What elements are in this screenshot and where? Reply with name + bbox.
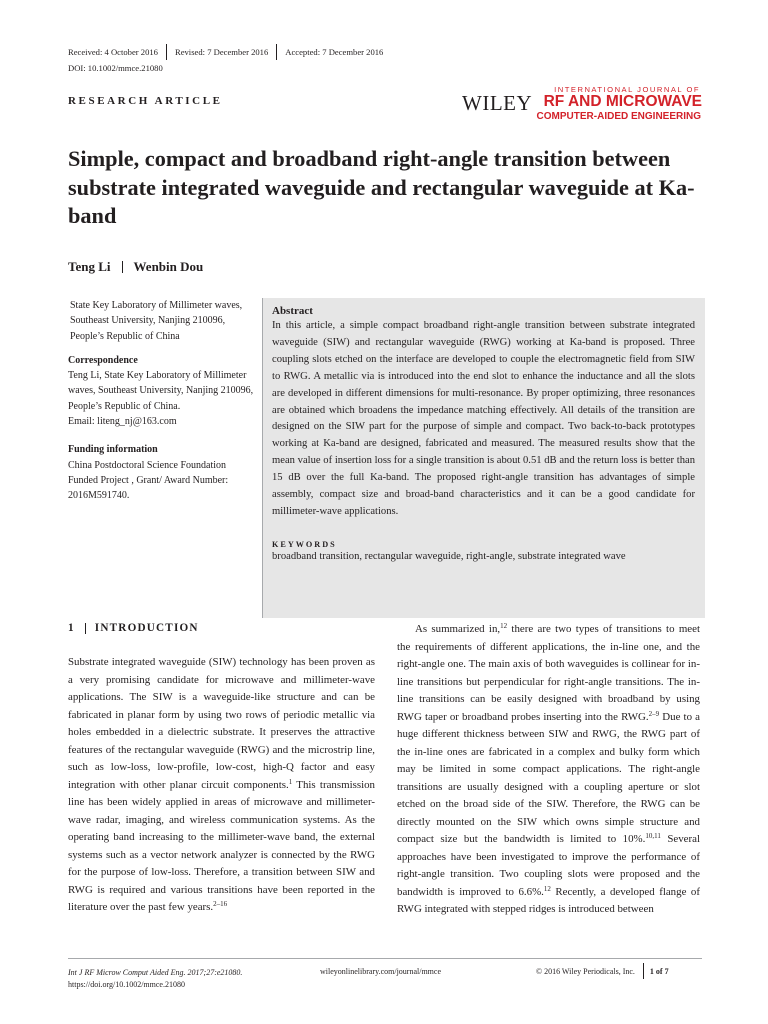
journal-name: RF AND MICROWAVE [543, 93, 702, 110]
text-run: This transmission line has been widely applied in areas of microwave and millimeter-wave radar, imaging, and wireless communication systems. As the operating band increasing to the millimeter-wave band, the external systems such as a vector network analyzer is connected by the RWG for the purpose of low-loss. Therefore, a transition between SIW and RWG is required and various transitions have been reported in the literature over the past few years. [68, 778, 375, 913]
article-type: RESEARCH ARTICLE [68, 95, 223, 107]
footer-citation [68, 967, 242, 991]
divider [276, 44, 277, 60]
intro-paragraph-2 [397, 621, 700, 919]
doi: DOI: 10.1002/mmce.21080 [68, 63, 163, 73]
divider [85, 623, 86, 634]
paper-title: Simple, compact and broadband right-angle transition between substrate integrated waveguide and rectangular waveguide at Ka-band [68, 146, 695, 229]
correspondence-heading: Correspondence [68, 354, 138, 366]
correspondence-body: Teng Li, State Key Laboratory of Millimeter waves, Southeast University, Nanjing 210096, People’s Republic of China. [68, 370, 254, 412]
section-number: 1 [68, 622, 75, 634]
keywords: broadband transition, rectangular waveguide, right-angle, substrate integrated wave [272, 550, 626, 562]
section-title: INTRODUCTION [94, 622, 199, 634]
journal-small-text: INTERNATIONAL JOURNAL OF [554, 85, 700, 94]
footer-right [536, 963, 669, 979]
correspondence-email: Email: liteng_nj@163.com [68, 416, 177, 428]
abstract-body: In this article, a simple compact broadband right-angle transition between substrate integrated waveguide (SIW) and rectangular waveguide (RWG) working at Ka-band is proposed. Three coupling slots etched on the interface are developed to couple the electromagnetic field from SIW to RWG. A metallic via is introduced into the end slot to enhance the inductance and all the slots are developed in different dimensions for multi-resonance. By proper optimizing, three resonances are obtained which broadens the impedance matching effectively. All details of the transition are designed on the SIW part for the purpose of simple and compact. Two back-to-back prototypes working at Ka-band are designed, fabricated and measured. The measured results show that the mean value of insertion loss for a single transition is about 0.51 dB and the return loss is better than 15 dB over the full Ka-band. The proposed right-angle transition has advantages of simple assembly, compact size and broad-band characteristics and it can be a good candidate for millimeter-wave applications. [272, 320, 695, 517]
author: Wenbin Dou [133, 259, 204, 274]
intro-paragraph-1 [68, 654, 375, 917]
accepted-date: Accepted: 7 December 2016 [285, 47, 384, 57]
divider [122, 261, 123, 273]
funding-heading: Funding information [68, 444, 158, 456]
section-heading [68, 622, 199, 634]
text-run: Recently, a developed flange of RWG integrated with stepped ridges is introduced between [397, 885, 700, 915]
journal-citation: Int J RF Microw Comput Aided Eng. 2017;27:e21080. [68, 968, 243, 977]
citation-ref: 2–16 [213, 900, 228, 908]
page-number: 1 of 7 [649, 966, 669, 976]
abstract-box [262, 298, 705, 618]
citation-ref: 12 [500, 622, 508, 630]
text-run: As summarized in, [415, 623, 501, 635]
journal-logo [462, 83, 702, 125]
citation-ref: 12 [543, 884, 551, 893]
revised-date: Revised: 7 December 2016 [174, 47, 269, 57]
article-dates [68, 44, 383, 60]
abstract-heading: Abstract [272, 305, 313, 317]
text-run: Several approaches have been investigated to improve the performance of right-angle transition. Two coupling slots were proposed and the bandwidth is improved to 6.6%. [397, 833, 700, 898]
citation-ref: 10,11 [645, 832, 661, 840]
divider [166, 44, 167, 60]
footer-rule [68, 958, 702, 959]
journal-subtitle: COMPUTER-AIDED ENGINEERING [536, 111, 701, 122]
publisher-logo: WILEY [462, 91, 533, 115]
author: Teng Li [68, 259, 111, 274]
copyright: © 2016 Wiley Periodicals, Inc. [536, 966, 635, 976]
affiliation: State Key Laboratory of Millimeter waves, Southeast University, Nanjing 210096, People’s Republic of China [70, 300, 243, 342]
author-list [68, 259, 203, 275]
received-date: Received: 4 October 2016 [68, 47, 158, 57]
doi-link[interactable]: https://doi.org/10.1002/mmce.21080 [68, 980, 185, 989]
citation-ref: 2–9 [648, 709, 660, 718]
divider [643, 963, 644, 979]
text-run: Due to a huge different thickness between SIW and RWG, the RWG part of the in-line ones are fabricated in a complex and bulky form which may be limited in some compact applications. The right-angle transitions are usually designed with a coupling aperture or slot etched on the broad side of the SIW. Therefore, the RWG can be directly mounted on the SIW which owns simple structure and compact size but the bandwidth is limited to 10%. [397, 710, 700, 845]
journal-url[interactable]: wileyonlinelibrary.com/journal/mmce [320, 967, 441, 976]
citation-ref: 1 [288, 777, 293, 786]
author-info [68, 298, 258, 504]
text-run: there are two types of transitions to meet the requirements of different applications, the in-line one, and the right-angle one. The main axis of both waveguides is collinear for in-line transitions but perpendicular for right-angle transitions. The in-line transitions can be easily designed with broadband by using RWG taper or broadband probes inserting into the RWG. [397, 623, 700, 723]
text-run: Substrate integrated waveguide (SIW) technology has been proven as a very promising candidate for microwave and millimeter-wave applications. The SIW is a waveguide-like structure and can be fabricated in planar form by using two rows of periodic metallic via holes embedded in a dielectric substrate. It preserves the attractive features of the rectangular waveguide (RWG) and the microstrip line, such as low-loss, low-profile, low-cost, high-Q factor and easy integration with other planar circuit components. [68, 656, 375, 791]
keywords-heading: KEYWORDS [272, 539, 337, 549]
funding-body: China Postdoctoral Science Foundation Funded Project , Grant/ Award Number: 2016M591740. [68, 459, 229, 502]
